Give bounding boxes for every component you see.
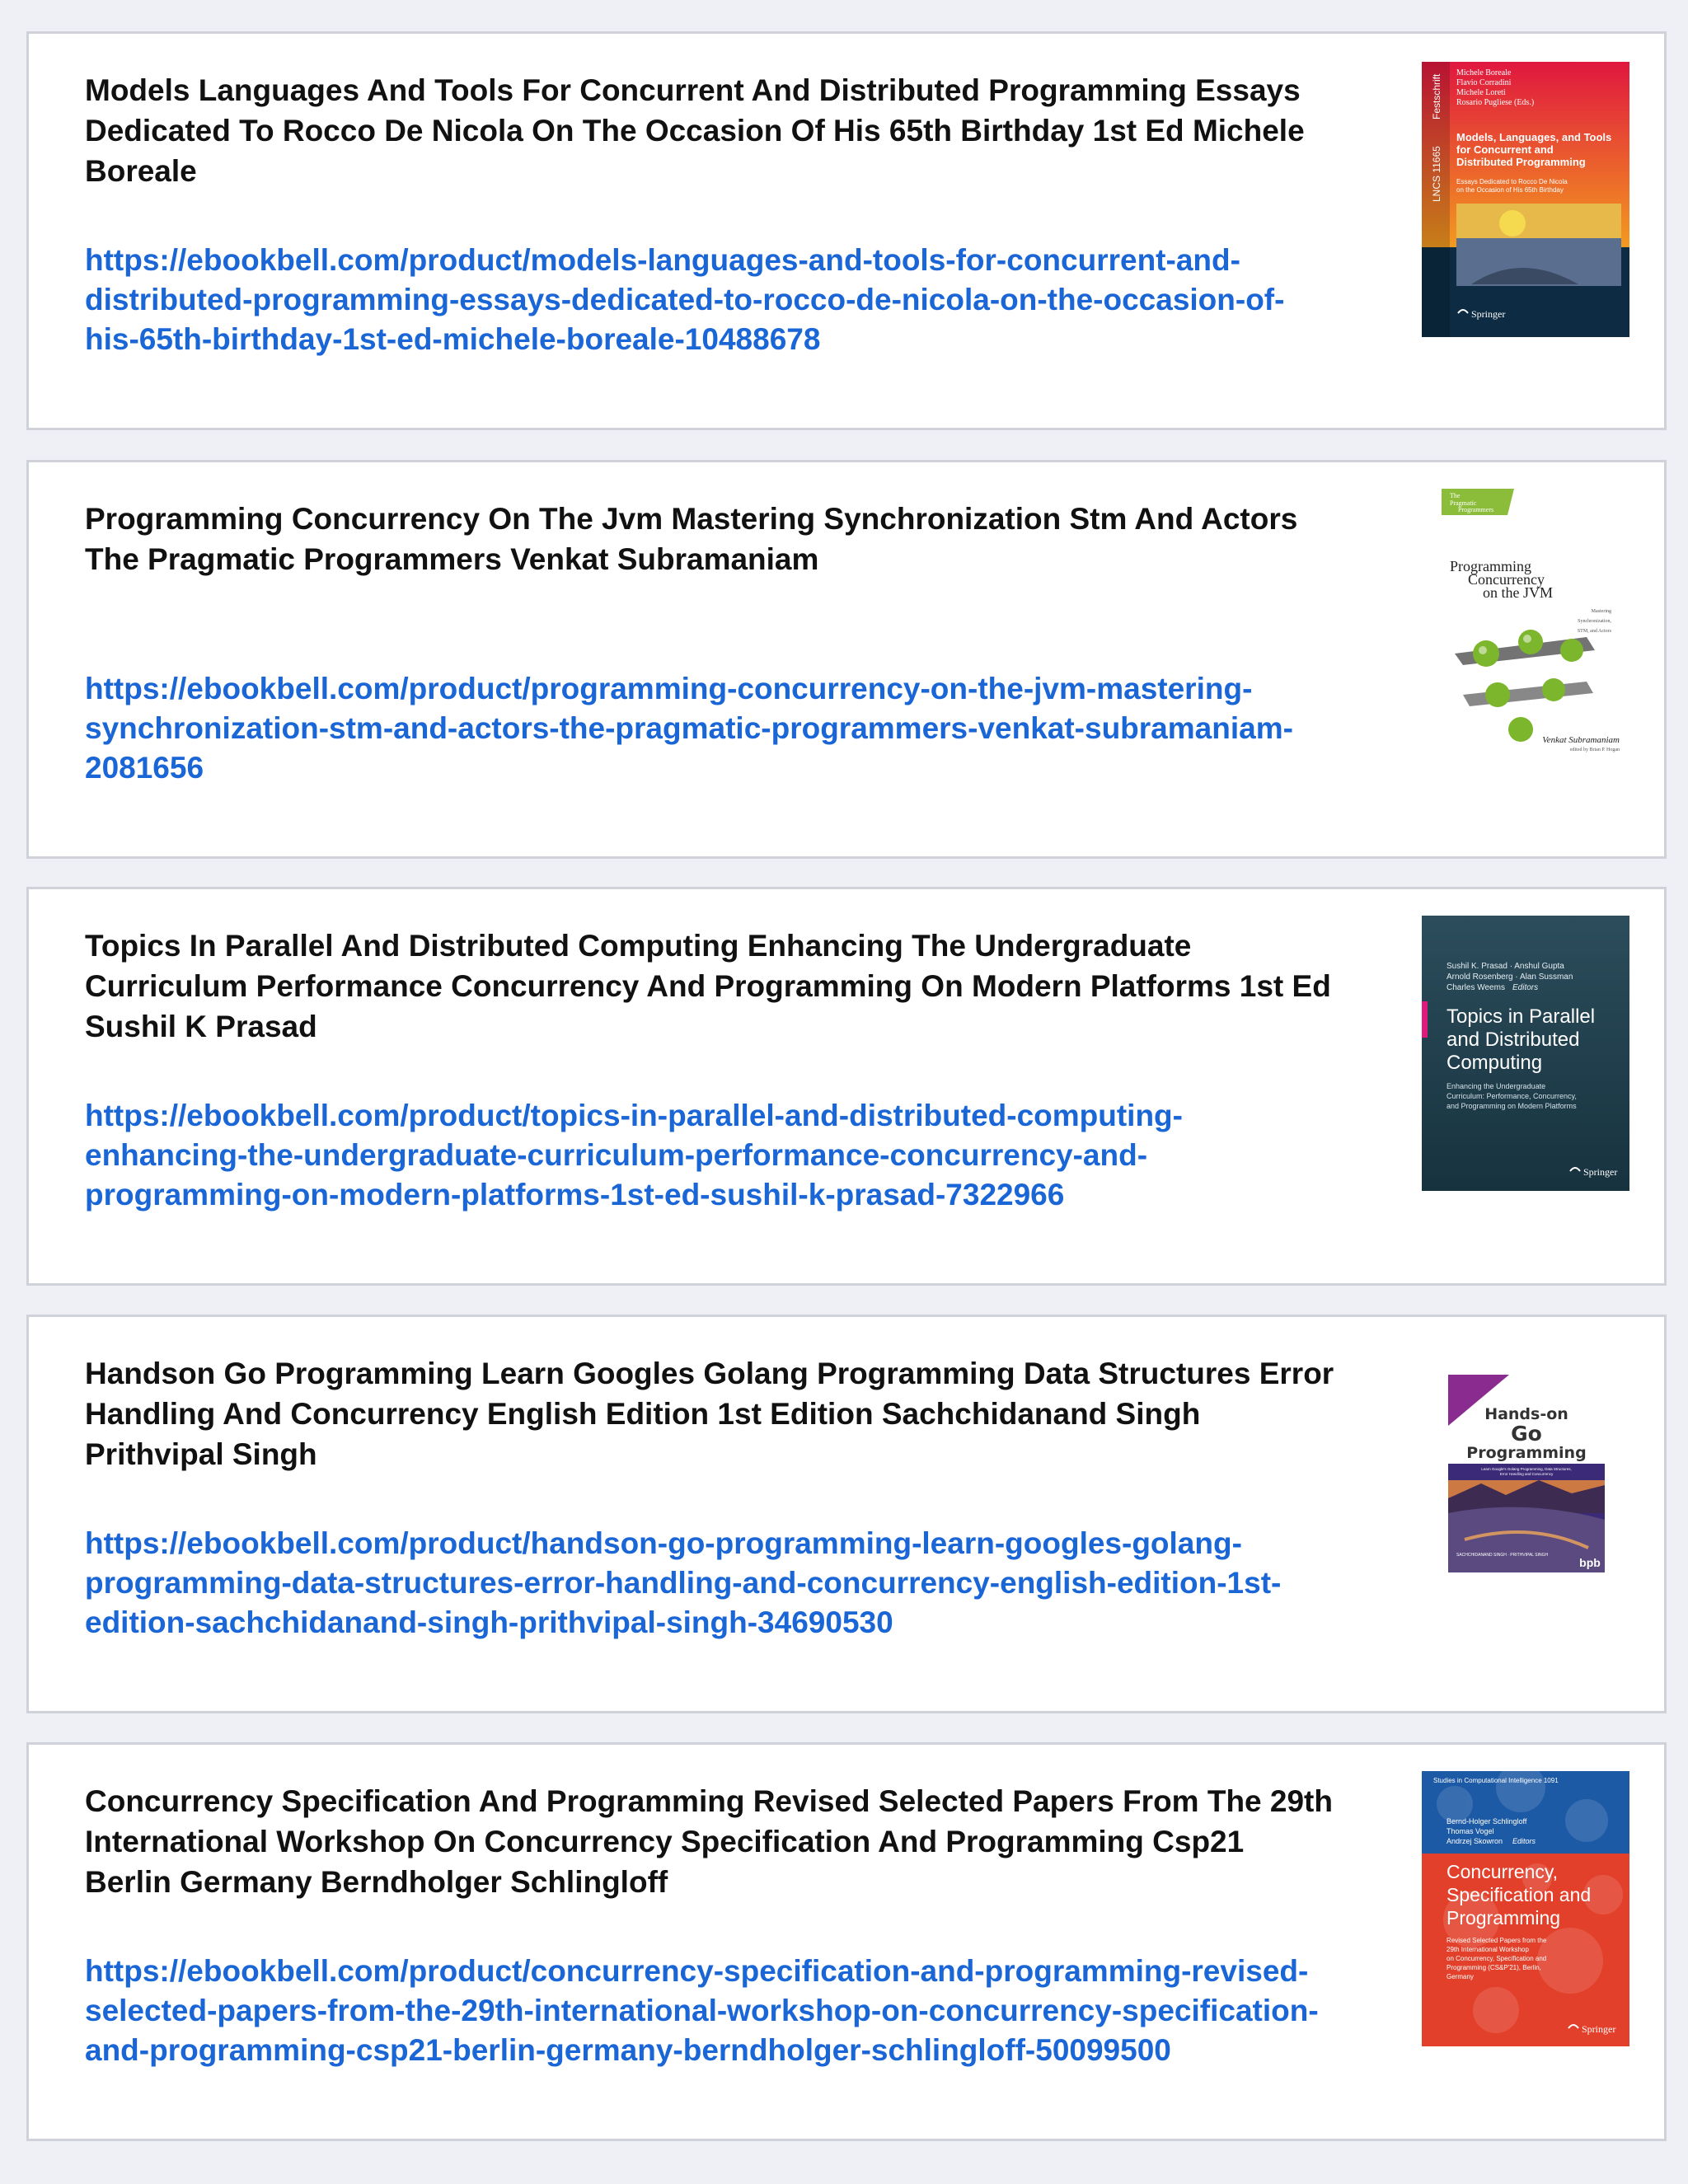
cover-title-line: Distributed Programming bbox=[1456, 156, 1586, 168]
cover-subtitle-line: Error Handling and Concurrency bbox=[1499, 1472, 1554, 1476]
cover-subtitle-line: Revised Selected Papers from the bbox=[1447, 1937, 1547, 1944]
cover-badge-line: Programmers bbox=[1458, 506, 1494, 513]
cover-author: Michele Loreti bbox=[1456, 88, 1506, 97]
cover-subtitle-line: Curriculum: Performance, Concurrency, bbox=[1447, 1092, 1577, 1100]
cover-title-line: Concurrency bbox=[1468, 571, 1545, 588]
cover-title-line: Go bbox=[1511, 1422, 1542, 1446]
book-cover-image[interactable] bbox=[1422, 916, 1629, 1191]
cover-badge-line: Pragmatic bbox=[1450, 499, 1477, 507]
cover-author: Thomas Vogel bbox=[1447, 1827, 1494, 1835]
book-card bbox=[26, 1742, 1667, 2141]
cover-title-line: and Distributed bbox=[1447, 1029, 1580, 1051]
cover-author: Bernd-Holger Schlingloff bbox=[1447, 1817, 1527, 1825]
cover-author: Arnold Rosenberg · Alan Sussman bbox=[1447, 972, 1573, 982]
cover-subtitle-line: Enhancing the Undergraduate bbox=[1447, 1082, 1546, 1090]
cover-title-line: Concurrency, bbox=[1447, 1861, 1559, 1882]
cover-title-line: Specification and bbox=[1447, 1884, 1592, 1905]
cover-tagline-line: Synchronization, bbox=[1578, 619, 1611, 624]
book-cover-image[interactable] bbox=[1422, 489, 1629, 764]
cover-subtitle-line: on the Occasion of His 65th Birthday bbox=[1456, 186, 1564, 194]
cover-title-line: for Concurrent and bbox=[1456, 143, 1554, 156]
book-cover-image[interactable] bbox=[1422, 1771, 1629, 2046]
cover-publisher: Springer bbox=[1471, 308, 1506, 320]
cover-series: Studies in Computational Intelligence 1091 bbox=[1433, 1777, 1559, 1784]
cover-title-line: Computing bbox=[1447, 1052, 1543, 1074]
cover-title-line: Programming bbox=[1466, 1444, 1587, 1462]
cover-series-number: LNCS 11665 bbox=[1431, 146, 1442, 202]
cover-subtitle-line: Learn Google's Golang Programming, Data Structures, bbox=[1481, 1467, 1572, 1471]
book-title: Programming Concurrency On The Jvm Mastering Synchronization Stm And Actors The Pragmatic Programmers Venkat Subramaniam bbox=[85, 502, 1298, 576]
cover-title-line: on the JVM bbox=[1483, 584, 1553, 601]
cover-subtitle-line: and Programming on Modern Platforms bbox=[1447, 1102, 1577, 1110]
cover-title-line: Programming bbox=[1450, 558, 1531, 574]
book-link[interactable]: https://ebookbell.com/product/handson-go-programming-learn-googles-golang-programming-data-structures-error-handling-and-concurrency-english-edition-1st-edition-sachchidanand-singh-prithvipal-singh-34690530 bbox=[85, 1526, 1282, 1639]
cover-author: Sushil K. Prasad · Anshul Gupta bbox=[1447, 962, 1564, 971]
book-title: Handson Go Programming Learn Googles Golang Programming Data Structures Error Handling And Concurrency English Edition 1st Edition Sachchidanand Singh Prithvipal Singh bbox=[85, 1357, 1334, 1471]
book-link[interactable]: https://ebookbell.com/product/topics-in-parallel-and-distributed-computing-enhancing-the-undergraduate-curriculum-performance-concurrency-and-programming-on-modern-platforms-1st-ed-sushil-k-prasad-7322966 bbox=[85, 1099, 1183, 1212]
cover-editors-word: Editors bbox=[1512, 1837, 1536, 1845]
cover-title-line: Hands-on bbox=[1484, 1405, 1568, 1423]
cover-publisher: Springer bbox=[1582, 2023, 1616, 2035]
book-text bbox=[85, 926, 1338, 1215]
cover-author: Flavio Corradini bbox=[1456, 78, 1512, 87]
book-link[interactable]: https://ebookbell.com/product/programming-concurrency-on-the-jvm-mastering-synchronization-stm-and-actors-the-pragmatic-programmers-venkat-subramaniam-2081656 bbox=[85, 672, 1293, 785]
cover-title-line: Models, Languages, and Tools bbox=[1456, 131, 1612, 143]
cover-authors: SACHCHIDANAND SINGH · PRITHVIPAL SINGH bbox=[1456, 1553, 1549, 1558]
cover-publisher: bpb bbox=[1579, 1556, 1601, 1569]
cover-subtitle-line: Programming (CS&P'21), Berlin, bbox=[1447, 1964, 1541, 1971]
cover-subtitle-line: Germany bbox=[1447, 1973, 1474, 1980]
cover-title-line: Programming bbox=[1447, 1907, 1561, 1929]
book-text bbox=[85, 1781, 1338, 2070]
cover-editor: edited by Brian P. Hogan bbox=[1569, 748, 1620, 752]
cover-editors-word: Editors bbox=[1512, 983, 1539, 992]
cover-author: Venkat Subramaniam bbox=[1542, 735, 1620, 745]
book-cover-image[interactable] bbox=[1422, 62, 1629, 337]
cover-author: Charles Weems bbox=[1447, 983, 1505, 992]
cover-title-line: Topics in Parallel bbox=[1447, 1005, 1596, 1028]
cover-author: Andrzej Skowron bbox=[1447, 1837, 1503, 1845]
book-card bbox=[26, 887, 1667, 1286]
cover-series: Festschrift bbox=[1431, 73, 1442, 120]
book-title: Topics In Parallel And Distributed Computing Enhancing The Undergraduate Curriculum Performance Concurrency And Programming On Modern Platforms 1st Ed Sushil K Prasad bbox=[85, 929, 1331, 1043]
book-title: Models Languages And Tools For Concurrent And Distributed Programming Essays Dedicated To Rocco De Nicola On The Occasion Of His 65th Birthday 1st Ed Michele Boreale bbox=[85, 73, 1305, 188]
book-text bbox=[85, 70, 1338, 359]
cover-badge-line: The bbox=[1450, 492, 1461, 499]
book-text bbox=[85, 1353, 1338, 1643]
cover-subtitle-line: 29th International Workshop bbox=[1447, 1946, 1529, 1953]
cover-publisher: Springer bbox=[1583, 1166, 1618, 1178]
book-card bbox=[26, 31, 1667, 430]
cover-author: Rosario Pugliese (Eds.) bbox=[1456, 98, 1535, 107]
cover-author: Michele Boreale bbox=[1456, 68, 1512, 77]
book-text bbox=[85, 499, 1338, 788]
book-link[interactable]: https://ebookbell.com/product/models-languages-and-tools-for-concurrent-and-distributed-programming-essays-dedicated-to-rocco-de-nicola-on-the-occasion-of-his-65th-birthday-1st-ed-michele-boreale-10488678 bbox=[85, 243, 1285, 356]
cover-tagline-line: Mastering bbox=[1591, 609, 1611, 614]
book-title: Concurrency Specification And Programming Revised Selected Papers From The 29th International Workshop On Concurrency Specification And Programming Csp21 Berlin Germany Berndholger Schlingloff bbox=[85, 1784, 1333, 1899]
book-card bbox=[26, 1315, 1667, 1713]
book-link[interactable]: https://ebookbell.com/product/concurrency-specification-and-programming-revised-selected-papers-from-the-29th-international-workshop-on-concurrency-specification-and-programming-csp21-berlin-germany-berndholger-schlingloff-50099500 bbox=[85, 1954, 1319, 2067]
cover-subtitle-line: Essays Dedicated to Rocco De Nicola bbox=[1456, 178, 1568, 185]
book-card bbox=[26, 460, 1667, 859]
cover-subtitle-line: on Concurrency, Specification and bbox=[1447, 1955, 1547, 1962]
book-cover-image[interactable] bbox=[1448, 1375, 1605, 1572]
cover-tagline-line: STM, and Actors bbox=[1577, 629, 1611, 634]
